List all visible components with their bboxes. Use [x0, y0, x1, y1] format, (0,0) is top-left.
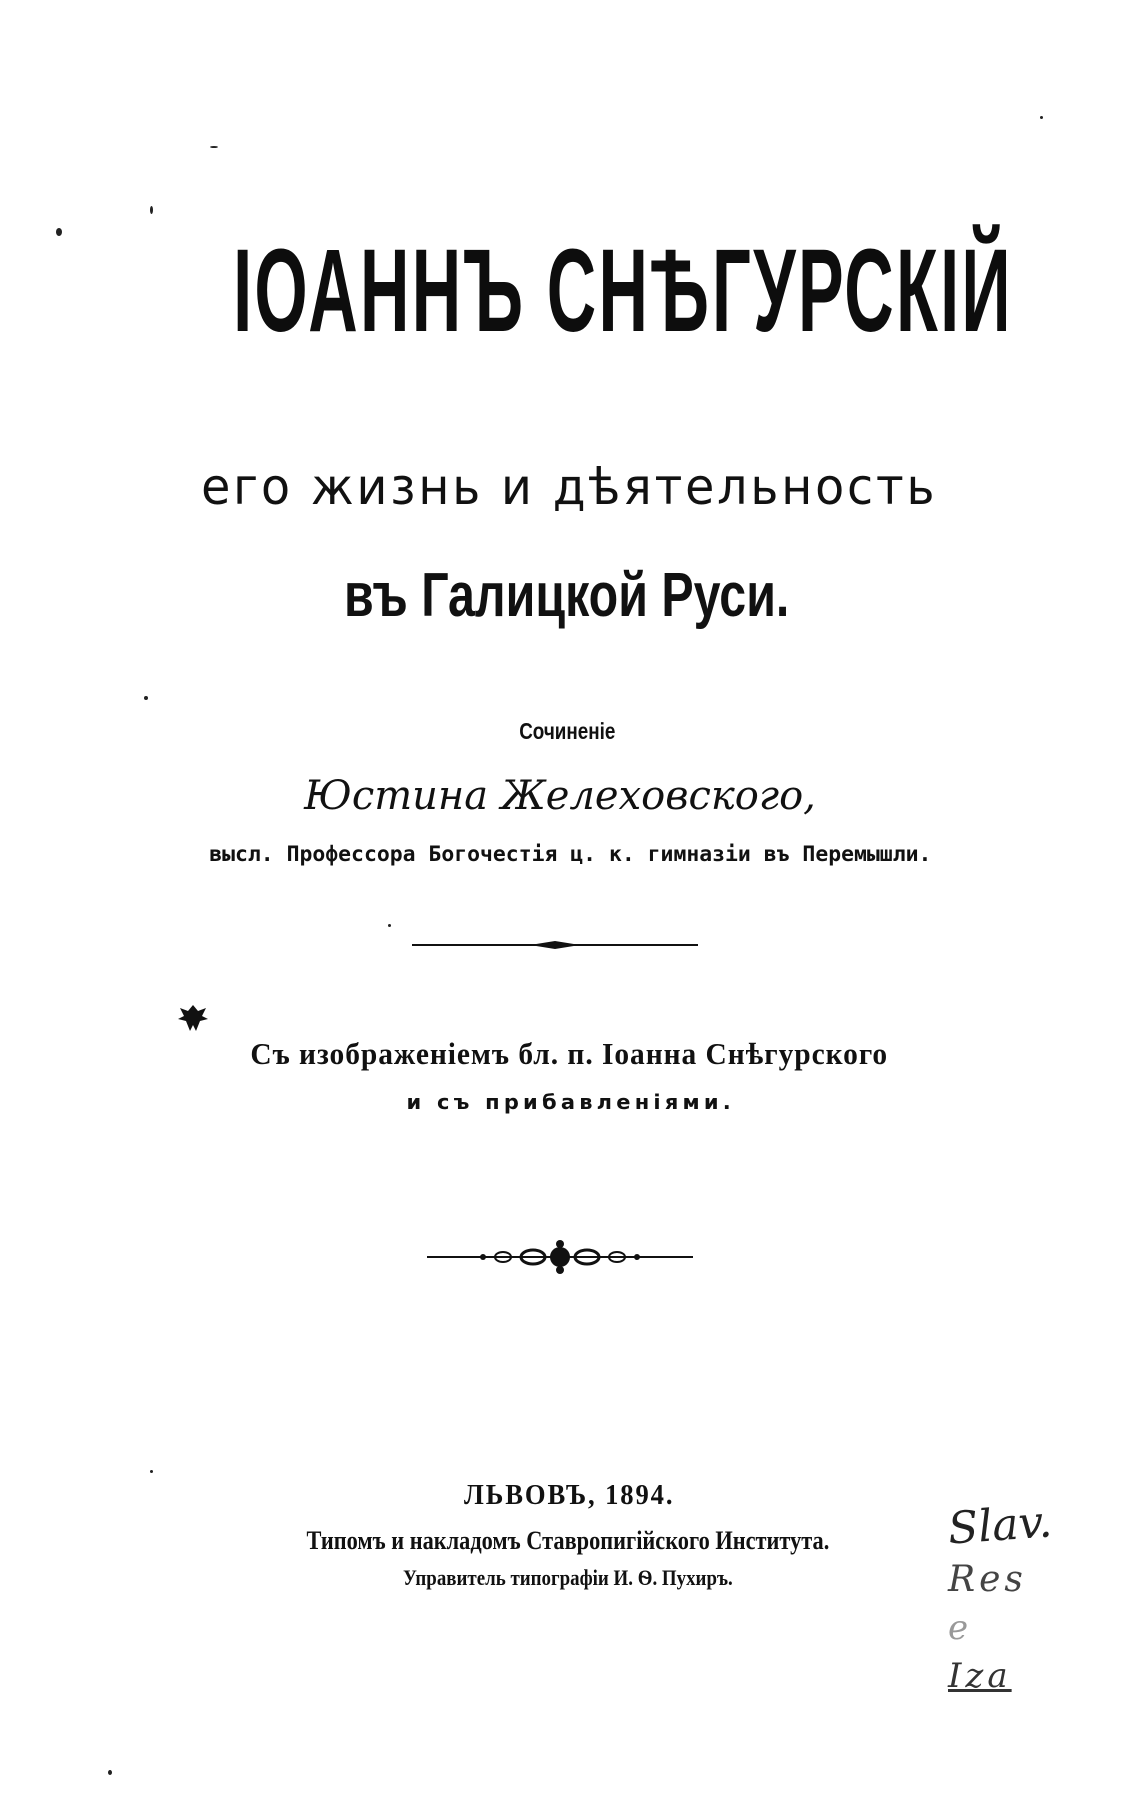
illustration-note: Съ изображеніемъ бл. п. Іоанна Снѣгурского	[250, 1036, 889, 1071]
book-title: ІОАННЪ СНѢГУРСКІЙ	[233, 225, 1013, 357]
shelfmark-line-4: Iza	[948, 1656, 1012, 1696]
ink-speck	[388, 924, 391, 927]
ink-speck	[210, 146, 218, 148]
work-label: Сочиненіе	[519, 718, 616, 744]
author-position: высл. Профессора Богочестія ц. к. гимназіи въ Перемышли.	[209, 842, 932, 866]
ink-speck	[150, 1470, 153, 1473]
shelfmark-line-2: Res	[948, 1559, 1027, 1600]
ink-speck	[108, 1770, 112, 1775]
ornament-divider	[425, 1240, 695, 1274]
shelfmark-line-1: Slav.	[946, 1496, 1054, 1555]
ink-speck	[1040, 116, 1043, 119]
imprint-printer: Типомъ и накладомъ Ставропигійского Института.	[306, 1526, 830, 1555]
additions-note: и съ прибавленіями.	[406, 1090, 735, 1114]
imprint-city-year: ЛЬВОВЪ, 1894.	[464, 1480, 675, 1511]
ink-speck	[150, 206, 153, 214]
imprint-manager: Управитель типографіи И. Ѳ. Пухиръ.	[403, 1565, 733, 1590]
divider-rule	[410, 938, 700, 952]
subtitle-line-2: въ Галицкой Руси.	[344, 561, 790, 630]
handwritten-shelfmark	[946, 1496, 1054, 1696]
ink-speck	[144, 696, 148, 700]
author-name: Юстина Желеховского,	[304, 773, 816, 819]
subtitle-line-1: его жизнь и дѣятельность	[201, 458, 938, 516]
ink-speck	[56, 228, 62, 236]
eagle-mark-icon	[176, 1003, 210, 1033]
shelfmark-line-3: e	[948, 1608, 975, 1648]
